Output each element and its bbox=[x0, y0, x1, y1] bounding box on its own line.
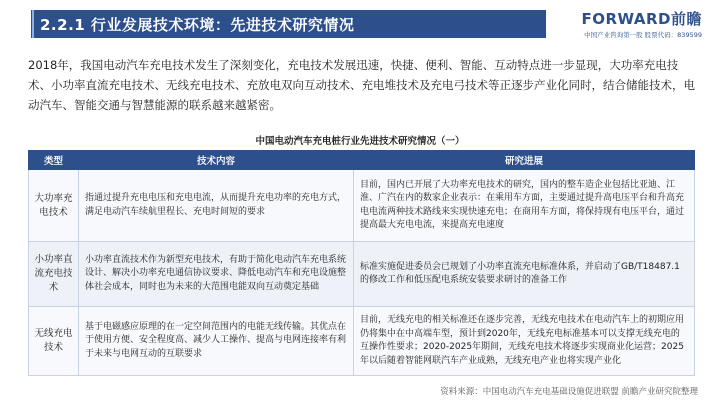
header-content: 技术内容 bbox=[79, 151, 354, 170]
intro-paragraph: 2018年，我国电动汽车充电技术发生了深刻变化，充电技术发展迅速，快捷、便利、智能、互动特点进一步显现，大功率充电技术、小功率直流充电技术、无线充电技术、充放电双向互动技术、充电堆技术及充电弓技术等正逐步产业化同时，结合储能技术，电动汽车、智能交通与智慧能源的联系越来越紧密。 bbox=[28, 58, 695, 112]
header-title-bar bbox=[26, 10, 546, 38]
logo-name: FORWARD前瞻 bbox=[581, 10, 702, 28]
page-title: 2.2.1 行业发展技术环境：先进技术研究情况 bbox=[40, 15, 355, 34]
table-caption: 中国电动汽车充电桩行业先进技术研究情况（一） bbox=[255, 136, 465, 147]
table-row bbox=[29, 242, 695, 307]
table-header-row bbox=[29, 151, 695, 170]
logo-tagline: 中国产业咨询第一股 股票代码：839599 bbox=[584, 31, 702, 39]
table-row bbox=[29, 170, 695, 242]
row-type: 大功率充电技术 bbox=[29, 170, 79, 242]
row-progress: 目前，国内已开展了大功率充电技术的研究，国内的整车造企业包括比亚迪、江淮、广汽在内的数家企业表示：在乘用车方面，主要通过提升高电压平台和升高充电电流两种技术路线来实现快速充电；在商用车方面，将保持现有电压平台，通过提高最大充电电流，来提高充电速度 bbox=[354, 170, 695, 242]
header-accent-stripe bbox=[32, 10, 34, 38]
header bbox=[0, 0, 720, 44]
source-note: 资料来源：中国电动汽车充电基础设施促进联盟 前瞻产业研究院整理 bbox=[440, 387, 698, 397]
row-type: 无线充电技术 bbox=[29, 307, 79, 376]
row-content: 基于电磁感应原理的在一定空间范围内的电能无线传输。其优点在于使用方便、安全程度高、减少人工操作、提高与电网连接率有利于未来与电网互动的互联要求 bbox=[79, 307, 354, 376]
table-row bbox=[29, 307, 695, 376]
row-progress: 目前，无线充电的相关标准还在逐步完善，无线充电技术在电动汽车上的初期应用仍将集中在中高端车型，预计到2020年，无线充电标准基本可以支撑无线充电的互操作性要求；2020-2025年期间，无线充电技术将逐步实现商业化运营；2025年以后随着智能网联汽车产业成熟，无线充电产业也将实现产业化 bbox=[354, 307, 695, 376]
row-content: 指通过提升充电电压和充电电流，从而提升充电功率的充电方式，满足电动汽车续航里程长、充电时间短的要求 bbox=[79, 170, 354, 242]
header-progress: 研究进展 bbox=[354, 151, 695, 170]
tech-table bbox=[28, 150, 695, 376]
brand-logo bbox=[572, 8, 702, 39]
row-content: 小功率直流技术作为新型充电技术，有助于简化电动汽车充电系统设计、解决小功率充电通信协议要求、降低电动汽车和充电设施整体社会成本，同时也为未来的大范围电能双向互动奠定基础 bbox=[79, 242, 354, 307]
header-accent bbox=[26, 10, 31, 38]
row-progress: 标准实施促进委员会已规划了小功率直流充电标准体系，并启动了GB/T18487.1的修改工作和低压配电系统安装要求研讨的准备工作 bbox=[354, 242, 695, 307]
row-type: 小功率直流充电技术 bbox=[29, 242, 79, 307]
header-type: 类型 bbox=[29, 151, 79, 170]
